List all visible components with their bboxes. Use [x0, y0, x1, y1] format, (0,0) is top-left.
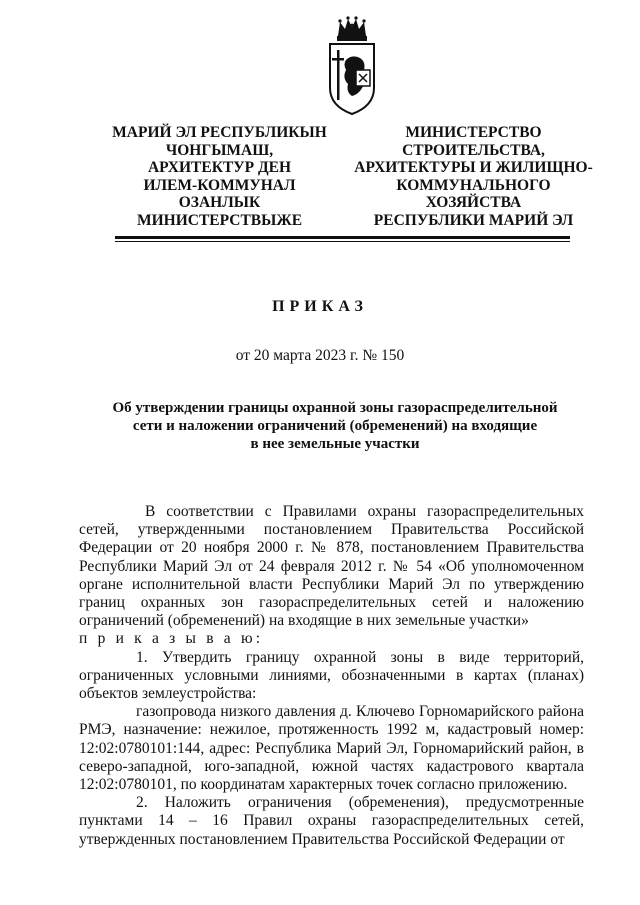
body-paragraph-object: газопровода низкого давления д. Ключево Горномарийского района РМЭ, назначение: нежилое, протяженность 1992 м, кадастровый номер: 12:02:0780101:144, адрес: Республика Марий Эл, Горномарийский район, в северо-западной, юго-западной, южной частях кадастрового квартала 12:02:0780101, по координатам характерных точек согласно приложению.	[79, 703, 584, 794]
coat-of-arms-icon	[326, 14, 378, 116]
body-paragraph-2: 2. Наложить ограничения (обременения), предусмотренные пунктами 14 – 16 Правил охраны газораспределительных сетей, утвержденных постановлением Правительства Российской Федерации от	[79, 794, 584, 848]
body-paragraph-1: 1. Утвердить границу охранной зоны в виде территорий, ограниченных условными линиями, обозначенными в картах (планах) объектов землеустройства:	[79, 648, 584, 703]
document-body	[79, 503, 584, 849]
header-left-mari-name: МАРИЙ ЭЛ РЕСПУБЛИКЫН ЧОНГЫМАШ, АРХИТЕКТУР ДЕН ИЛЕМ-КОММУНАЛ ОЗАНЛЫК МИНИСТЕРСТВЫЖЕ	[112, 124, 327, 229]
header-divider-thin	[115, 241, 570, 242]
body-paragraph-preamble: В соответствии с Правилами охраны газораспределительных сетей, утвержденными постановлением Правительства Российской Федерации от 20 ноября 2000 г. № 878, постановлением Правительства Республики Марий Эл от 24 февраля 2012 г. № 54 «Об уполномоченном органе исполнительной власти Республики Марий Эл по утверждению границ охранных зон газораспределительных сетей и наложению ограничений (обременений) на входящие в них земельные участки»	[79, 503, 584, 630]
document-date-number: от 20 марта 2023 г. № 150	[235, 347, 405, 364]
header-divider-thick	[115, 236, 570, 239]
document-subject: Об утверждении границы охранной зоны газораспределительной сети и наложении ограничений (обременений) на входящие в нее земельные участки	[112, 400, 558, 452]
header-right-russian-name: МИНИСТЕРСТВО СТРОИТЕЛЬСТВА, АРХИТЕКТУРЫ И ЖИЛИЩНО- КОММУНАЛЬНОГО ХОЗЯЙСТВА РЕСПУБЛИКИ МАРИЙ ЭЛ	[354, 124, 593, 229]
document-title: ПРИКАЗ	[272, 298, 368, 315]
body-order-word: п р и к а з ы в а ю:	[79, 630, 264, 648]
